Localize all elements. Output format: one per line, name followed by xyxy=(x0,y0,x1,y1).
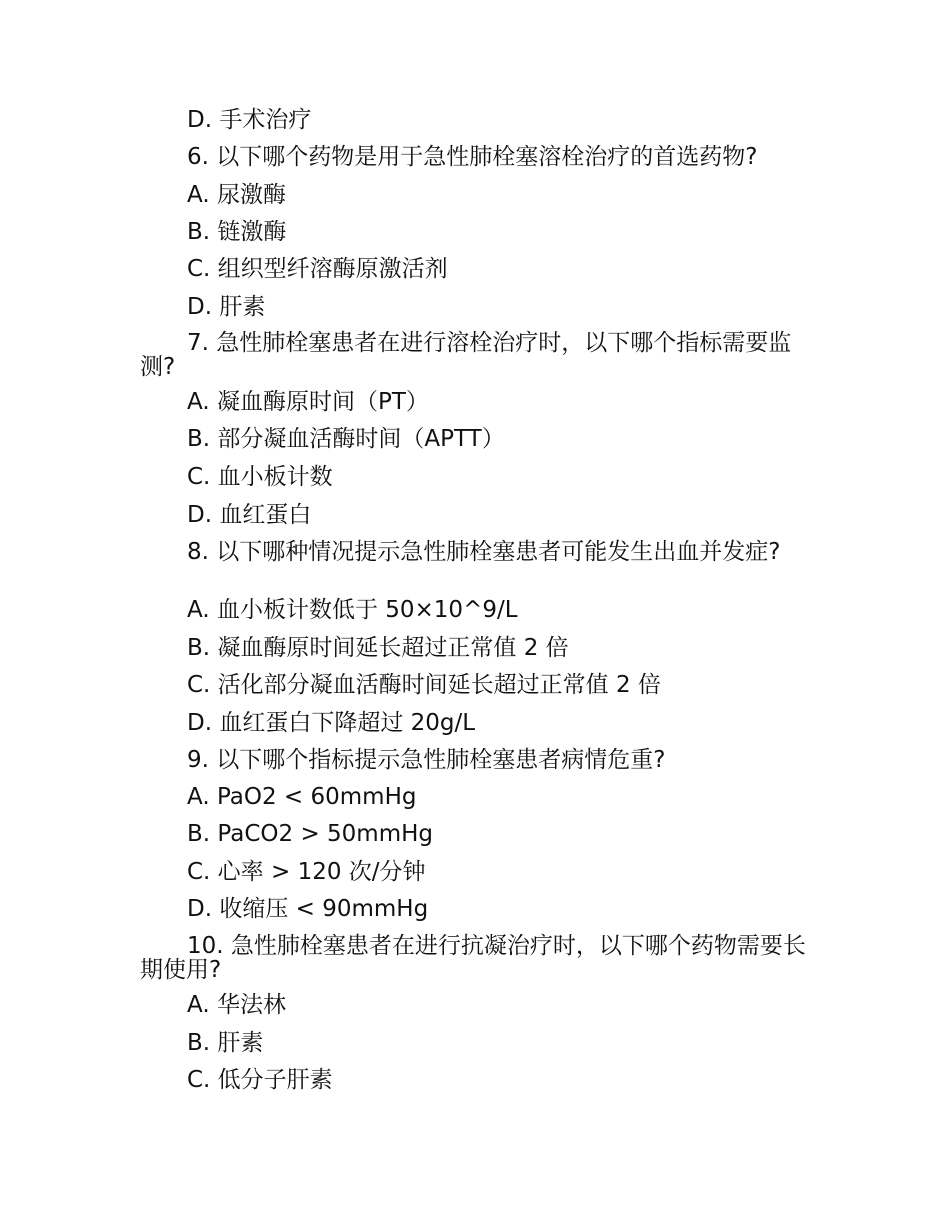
option-8a: A. 血小板计数低于 50×10^9/L xyxy=(187,597,518,623)
option-8d: D. 血红蛋白下降超过 20g/L xyxy=(187,710,476,736)
question-6: 6. 以下哪个药物是用于急性肺栓塞溶栓治疗的首选药物? xyxy=(187,144,758,170)
option-10b: B. 肝素 xyxy=(187,1030,264,1056)
option-7a: A. 凝血酶原时间（PT） xyxy=(187,389,429,415)
option-6b: B. 链激酶 xyxy=(187,219,287,245)
option-8b: B. 凝血酶原时间延长超过正常值 2 倍 xyxy=(187,635,569,661)
option-9a: A. PaO2 < 60mmHg xyxy=(187,784,417,810)
option-7c: C. 血小板计数 xyxy=(187,464,333,490)
question-9: 9. 以下哪个指标提示急性肺栓塞患者病情危重? xyxy=(187,747,666,773)
option-10a: A. 华法林 xyxy=(187,992,286,1018)
option-6d: D. 肝素 xyxy=(187,294,266,320)
option-9b: B. PaCO2 > 50mmHg xyxy=(187,821,433,847)
option-10c: C. 低分子肝素 xyxy=(187,1067,333,1093)
option-7b: B. 部分凝血活酶时间（APTT） xyxy=(187,426,505,452)
option-8c: C. 活化部分凝血活酶时间延长超过正常值 2 倍 xyxy=(187,672,661,698)
option-9c: C. 心率 > 120 次/分钟 xyxy=(187,859,426,885)
option-5d: D. 手术治疗 xyxy=(187,107,312,133)
option-6c: C. 组织型纤溶酶原激活剂 xyxy=(187,256,448,282)
question-8: 8. 以下哪种情况提示急性肺栓塞患者可能发生出血并发症? xyxy=(187,539,781,565)
option-6a: A. 尿激酶 xyxy=(187,182,286,208)
question-10: 10. 急性肺栓塞患者在进行抗凝治疗时，以下哪个药物需要长期使用? xyxy=(140,933,806,983)
question-7: 7. 急性肺栓塞患者在进行溶栓治疗时，以下哪个指标需要监测? xyxy=(140,330,792,380)
option-7d: D. 血红蛋白 xyxy=(187,502,312,528)
option-9d: D. 收缩压 < 90mmHg xyxy=(187,896,429,922)
